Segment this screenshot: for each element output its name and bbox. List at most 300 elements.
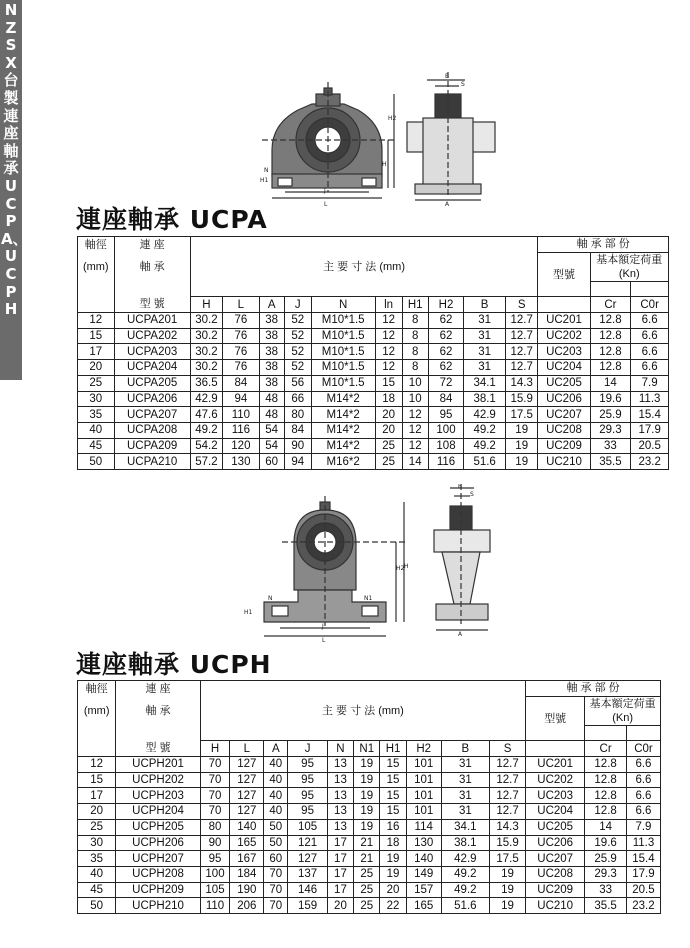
table-cell: 12 [375, 360, 402, 376]
table-cell: 35 [78, 851, 116, 867]
table-cell: 12.8 [590, 328, 631, 344]
svg-text:H2: H2 [396, 565, 405, 572]
table-cell: UC202 [526, 772, 585, 788]
table-cell: 13 [327, 804, 353, 820]
table-cell: M14*2 [311, 391, 375, 407]
table-cell: UCPH209 [116, 882, 200, 898]
col-header: H [200, 741, 230, 757]
table-cell: 31 [464, 313, 506, 329]
table-cell: 190 [230, 882, 264, 898]
table-cell: 49.2 [464, 422, 506, 438]
table-cell: 90 [284, 438, 311, 454]
table-cell: 20 [375, 407, 402, 423]
table-cell: 7.9 [631, 375, 669, 391]
table-cell: 25 [354, 882, 380, 898]
table-cell: 12 [402, 438, 428, 454]
table-cell: 15 [380, 804, 406, 820]
table-cell: 45 [78, 438, 115, 454]
table-cell: 12.8 [585, 772, 627, 788]
table-cell: 31 [441, 757, 489, 773]
table-cell: 51.6 [441, 898, 489, 914]
table-cell: 84 [284, 422, 311, 438]
table-cell: UC206 [526, 835, 585, 851]
table-cell: 19 [489, 882, 525, 898]
table-cell: 40 [264, 804, 288, 820]
table-cell: 70 [200, 788, 230, 804]
table-cell: 12 [78, 757, 116, 773]
cr-header: Cr [590, 297, 631, 313]
col-header: S [489, 741, 525, 757]
table-cell: 12.8 [590, 360, 631, 376]
table-cell: 19 [380, 866, 406, 882]
table-cell: 35.5 [590, 454, 631, 470]
table-cell: 12.8 [585, 757, 627, 773]
table-cell: 159 [288, 898, 327, 914]
table-row [78, 819, 661, 835]
table-cell: 56 [284, 375, 311, 391]
model-spacer [116, 725, 200, 741]
table-cell: 66 [284, 391, 311, 407]
cor-header: C0r [626, 741, 660, 757]
table-cell: UC204 [538, 360, 590, 376]
col-header: N [311, 297, 375, 313]
table-cell: 12.7 [489, 757, 525, 773]
table-cell: 206 [230, 898, 264, 914]
table-cell: 14.3 [489, 819, 525, 835]
table-cell: 40 [264, 788, 288, 804]
cor-header-top [631, 281, 669, 297]
table-cell: 15.4 [626, 851, 660, 867]
table-cell: 12.8 [585, 788, 627, 804]
table-cell: 17.5 [506, 407, 538, 423]
table-cell: 6.6 [626, 788, 660, 804]
table-cell: 14.3 [506, 375, 538, 391]
table-cell: 62 [428, 313, 464, 329]
table-cell: 62 [428, 344, 464, 360]
table-cell: 110 [200, 898, 230, 914]
table-cell: 127 [230, 772, 264, 788]
svg-text:N: N [268, 595, 273, 602]
table-cell: 137 [288, 866, 327, 882]
svg-text:L: L [322, 637, 326, 644]
svg-text:N1: N1 [364, 595, 373, 602]
table-cell: M14*2 [311, 422, 375, 438]
table-cell: UCPA209 [114, 438, 190, 454]
table-cell: 6.6 [626, 772, 660, 788]
svg-text:H1: H1 [260, 177, 269, 184]
bearing-model-header: 型號 [526, 696, 585, 741]
model-spacer [114, 281, 190, 297]
table-cell: 70 [264, 866, 288, 882]
table-cell: UC207 [526, 851, 585, 867]
table-cell: 6.6 [631, 360, 669, 376]
table-cell: 42.9 [190, 391, 222, 407]
table-cell: 72 [428, 375, 464, 391]
table-cell: 15 [380, 788, 406, 804]
svg-text:L: L [324, 201, 328, 208]
bore-unit: (mm) [78, 252, 115, 281]
model-header-2: 軸 承 [116, 696, 200, 725]
svg-text:J: J [322, 623, 324, 630]
table-cell: 149 [406, 866, 441, 882]
table-cell: 19 [489, 866, 525, 882]
table-cell: UCPA205 [114, 375, 190, 391]
table-cell: 146 [288, 882, 327, 898]
col-header: L [230, 741, 264, 757]
table-cell: 52 [284, 313, 311, 329]
table-cell: 70 [200, 772, 230, 788]
table-cell: 18 [375, 391, 402, 407]
bore-unit: (mm) [78, 696, 116, 725]
dims-header: 主 要 寸 法 (mm) [200, 681, 525, 741]
table-cell: M14*2 [311, 438, 375, 454]
table-cell: 11.3 [631, 391, 669, 407]
table-cell: M10*1.5 [311, 344, 375, 360]
table-cell: 19 [354, 804, 380, 820]
table-cell: 17 [327, 866, 353, 882]
col-header: N [327, 741, 353, 757]
sidebar-banner [0, 0, 28, 380]
table-row [78, 788, 661, 804]
table-cell: UC201 [526, 757, 585, 773]
col-header: H2 [428, 297, 464, 313]
table-cell: 6.6 [626, 757, 660, 773]
table-cell: UC210 [526, 898, 585, 914]
table-cell: UCPA210 [114, 454, 190, 470]
table-cell: 54.2 [190, 438, 222, 454]
table-cell: 14 [590, 375, 631, 391]
table-cell: UCPH204 [116, 804, 200, 820]
table-cell: 10 [402, 391, 428, 407]
table-cell: 50 [78, 898, 116, 914]
table-cell: UCPA204 [114, 360, 190, 376]
table-cell: 121 [288, 835, 327, 851]
table-cell: 54 [259, 438, 284, 454]
table-cell: 38 [259, 328, 284, 344]
table-cell: UCPA201 [114, 313, 190, 329]
table-cell: 70 [264, 898, 288, 914]
col-header: H [190, 297, 222, 313]
table-cell: 49.2 [441, 882, 489, 898]
table-cell: 33 [590, 438, 631, 454]
bore-header: 軸徑 [78, 681, 116, 697]
load-header-1: 基本額定荷重 [589, 697, 656, 710]
table-cell: UC201 [538, 313, 590, 329]
bore-header-bottom [78, 297, 115, 313]
table-cell: 76 [223, 360, 260, 376]
cr-header-top [590, 281, 631, 297]
table-cell: 12.7 [489, 788, 525, 804]
bearing-model-spacer [538, 297, 590, 313]
table-cell: 20 [78, 804, 116, 820]
table-cell: 6.6 [626, 804, 660, 820]
table-cell: 25 [375, 438, 402, 454]
table-row [78, 757, 661, 773]
table-cell: 101 [406, 757, 441, 773]
ucph-title: 連座軸承 UCPH [76, 650, 272, 679]
col-header: N1 [354, 741, 380, 757]
table-cell: 95 [288, 772, 327, 788]
table-cell: UCPA207 [114, 407, 190, 423]
table-cell: 15 [375, 375, 402, 391]
sidebar-text: NZSX台製連座軸承UCPA、UCPH [1, 1, 28, 319]
table-cell: 8 [402, 360, 428, 376]
table-cell: 17 [78, 344, 115, 360]
table-cell: 17 [327, 835, 353, 851]
table-cell: 52 [284, 360, 311, 376]
table-cell: 31 [441, 788, 489, 804]
table-cell: 48 [259, 391, 284, 407]
table-cell: 48 [259, 407, 284, 423]
table-cell: 108 [428, 438, 464, 454]
table-cell: 38 [259, 313, 284, 329]
table-row [78, 851, 661, 867]
table-cell: UCPH201 [116, 757, 200, 773]
table-cell: 23.2 [626, 898, 660, 914]
table-cell: 25.9 [590, 407, 631, 423]
table-cell: 95 [200, 851, 230, 867]
table-cell: 25 [78, 375, 115, 391]
table-cell: 29.3 [590, 422, 631, 438]
table-row [78, 313, 669, 329]
table-cell: 6.6 [631, 328, 669, 344]
col-header: B [441, 741, 489, 757]
col-header: J [284, 297, 311, 313]
col-header: H1 [402, 297, 428, 313]
table-cell: UC205 [526, 819, 585, 835]
table-cell: 8 [402, 344, 428, 360]
table-cell: UC207 [538, 407, 590, 423]
table-cell: 95 [288, 757, 327, 773]
ucpa-front-drawing [258, 80, 400, 212]
table-cell: 36.5 [190, 375, 222, 391]
table-cell: 105 [288, 819, 327, 835]
bearing-model-spacer [526, 741, 585, 757]
ucpa-side-drawing [405, 72, 497, 207]
cr-header: Cr [585, 741, 627, 757]
table-cell: UCPH202 [116, 772, 200, 788]
table-cell: 17.5 [489, 851, 525, 867]
dims-header: 主 要 寸 法 (mm) [190, 237, 538, 297]
table-cell: 8 [402, 328, 428, 344]
table-cell: 38.1 [441, 835, 489, 851]
table-cell: 20.5 [631, 438, 669, 454]
table-cell: 94 [284, 454, 311, 470]
table-cell: 60 [259, 454, 284, 470]
table-cell: 31 [441, 804, 489, 820]
table-cell: 130 [223, 454, 260, 470]
table-cell: 15.9 [506, 391, 538, 407]
table-row [78, 360, 669, 376]
table-cell: 127 [230, 757, 264, 773]
table-cell: 12 [375, 344, 402, 360]
table-cell: 6.6 [631, 313, 669, 329]
table-cell: UCPA202 [114, 328, 190, 344]
table-row [78, 328, 669, 344]
ucpa-title: 連座軸承 UCPA [76, 205, 268, 234]
table-cell: 30.2 [190, 360, 222, 376]
table-cell: UC202 [538, 328, 590, 344]
table-cell: 38 [259, 360, 284, 376]
table-cell: 12.7 [506, 344, 538, 360]
col-header: ln [375, 297, 402, 313]
table-cell: UC209 [538, 438, 590, 454]
ucpa-table [77, 236, 669, 470]
table-cell: 140 [406, 851, 441, 867]
table-cell: 52 [284, 344, 311, 360]
ucph-table [77, 680, 661, 914]
col-header: H1 [380, 741, 406, 757]
table-cell: 84 [428, 391, 464, 407]
table-cell: 120 [223, 438, 260, 454]
svg-text:H1: H1 [244, 609, 253, 616]
table-cell: 101 [406, 772, 441, 788]
svg-text:H: H [382, 161, 387, 168]
table-cell: 94 [223, 391, 260, 407]
load-header-2: (Kn) [612, 711, 634, 724]
table-cell: 12.8 [590, 313, 631, 329]
table-cell: 8 [402, 313, 428, 329]
bore-spacer [78, 281, 115, 297]
svg-text:B: B [445, 73, 450, 80]
table-cell: 30.2 [190, 313, 222, 329]
col-header: H2 [406, 741, 441, 757]
table-cell: 12.7 [489, 804, 525, 820]
table-cell: 127 [230, 788, 264, 804]
table-cell: 19 [354, 772, 380, 788]
table-cell: UC203 [526, 788, 585, 804]
table-cell: 50 [264, 835, 288, 851]
table-cell: 12.7 [506, 360, 538, 376]
table-cell: 165 [230, 835, 264, 851]
table-cell: 12 [78, 313, 115, 329]
table-cell: 40 [78, 422, 115, 438]
table-cell: 116 [223, 422, 260, 438]
table-cell: UCPA203 [114, 344, 190, 360]
table-cell: 70 [200, 757, 230, 773]
svg-text:A: A [445, 201, 450, 207]
table-cell: 100 [428, 422, 464, 438]
table-cell: 25 [375, 454, 402, 470]
bore-spacer [78, 725, 116, 741]
table-cell: 21 [354, 835, 380, 851]
table-cell: 40 [264, 772, 288, 788]
table-cell: 130 [406, 835, 441, 851]
bearing-model-header: 型號 [538, 252, 590, 297]
table-cell: 25 [354, 898, 380, 914]
table-cell: 34.1 [464, 375, 506, 391]
table-cell: 50 [264, 819, 288, 835]
table-cell: 38 [259, 375, 284, 391]
table-cell: 95 [288, 804, 327, 820]
table-cell: 13 [327, 757, 353, 773]
table-cell: 12.8 [590, 344, 631, 360]
table-cell: 19 [354, 757, 380, 773]
load-header [590, 252, 668, 281]
table-cell: 34.1 [441, 819, 489, 835]
table-cell: 25 [354, 866, 380, 882]
table-cell: 22 [380, 898, 406, 914]
table-cell: 80 [284, 407, 311, 423]
table-cell: UC203 [538, 344, 590, 360]
table-cell: 7.9 [626, 819, 660, 835]
table-cell: 31 [464, 360, 506, 376]
model-header-3: 型 號 [116, 741, 200, 757]
model-header-1: 連 座 [116, 681, 200, 697]
table-cell: 31 [441, 772, 489, 788]
table-row [78, 898, 661, 914]
table-cell: 30.2 [190, 344, 222, 360]
table-row [78, 866, 661, 882]
ucph-side-drawing [430, 484, 492, 636]
table-cell: 14 [402, 454, 428, 470]
col-header: A [264, 741, 288, 757]
table-cell: M14*2 [311, 407, 375, 423]
table-cell: 20 [375, 422, 402, 438]
table-cell: 16 [380, 819, 406, 835]
table-cell: 70 [264, 882, 288, 898]
table-cell: 15.4 [631, 407, 669, 423]
table-cell: 157 [406, 882, 441, 898]
table-cell: 6.6 [631, 344, 669, 360]
table-cell: 165 [406, 898, 441, 914]
table-cell: 17.9 [626, 866, 660, 882]
table-cell: 30 [78, 835, 116, 851]
col-header: S [506, 297, 538, 313]
cor-header-top [626, 725, 660, 741]
table-cell: 12 [402, 407, 428, 423]
table-cell: UCPH208 [116, 866, 200, 882]
table-cell: UCPH207 [116, 851, 200, 867]
model-header-1: 連 座 [114, 237, 190, 253]
table-row [78, 344, 669, 360]
table-cell: 127 [230, 804, 264, 820]
table-cell: 114 [406, 819, 441, 835]
table-cell: 40 [264, 757, 288, 773]
table-cell: 19 [354, 788, 380, 804]
table-cell: 19 [506, 438, 538, 454]
table-row [78, 407, 669, 423]
ucph-front-drawing [238, 494, 410, 644]
table-cell: 52 [284, 328, 311, 344]
table-cell: 70 [200, 804, 230, 820]
table-cell: 20 [78, 360, 115, 376]
svg-text:J: J [324, 187, 326, 194]
table-cell: 12.7 [506, 313, 538, 329]
table-row [78, 454, 669, 470]
table-cell: 19 [506, 454, 538, 470]
table-cell: UC205 [538, 375, 590, 391]
table-cell: 127 [288, 851, 327, 867]
table-cell: 90 [200, 835, 230, 851]
bore-header-bottom [78, 741, 116, 757]
table-row [78, 772, 661, 788]
table-cell: 101 [406, 804, 441, 820]
svg-text:H2: H2 [388, 115, 397, 122]
table-cell: 15 [78, 328, 115, 344]
bearing-parts-header: 軸 承 部 份 [526, 681, 661, 697]
model-header-3: 型 號 [114, 297, 190, 313]
table-cell: 80 [200, 819, 230, 835]
table-cell: 25 [78, 819, 116, 835]
bearing-parts-header: 軸 承 部 份 [538, 237, 669, 253]
table-cell: 13 [327, 788, 353, 804]
table-cell: 54 [259, 422, 284, 438]
ucph-body [78, 757, 661, 914]
col-header: J [288, 741, 327, 757]
table-row [78, 375, 669, 391]
table-cell: 100 [200, 866, 230, 882]
